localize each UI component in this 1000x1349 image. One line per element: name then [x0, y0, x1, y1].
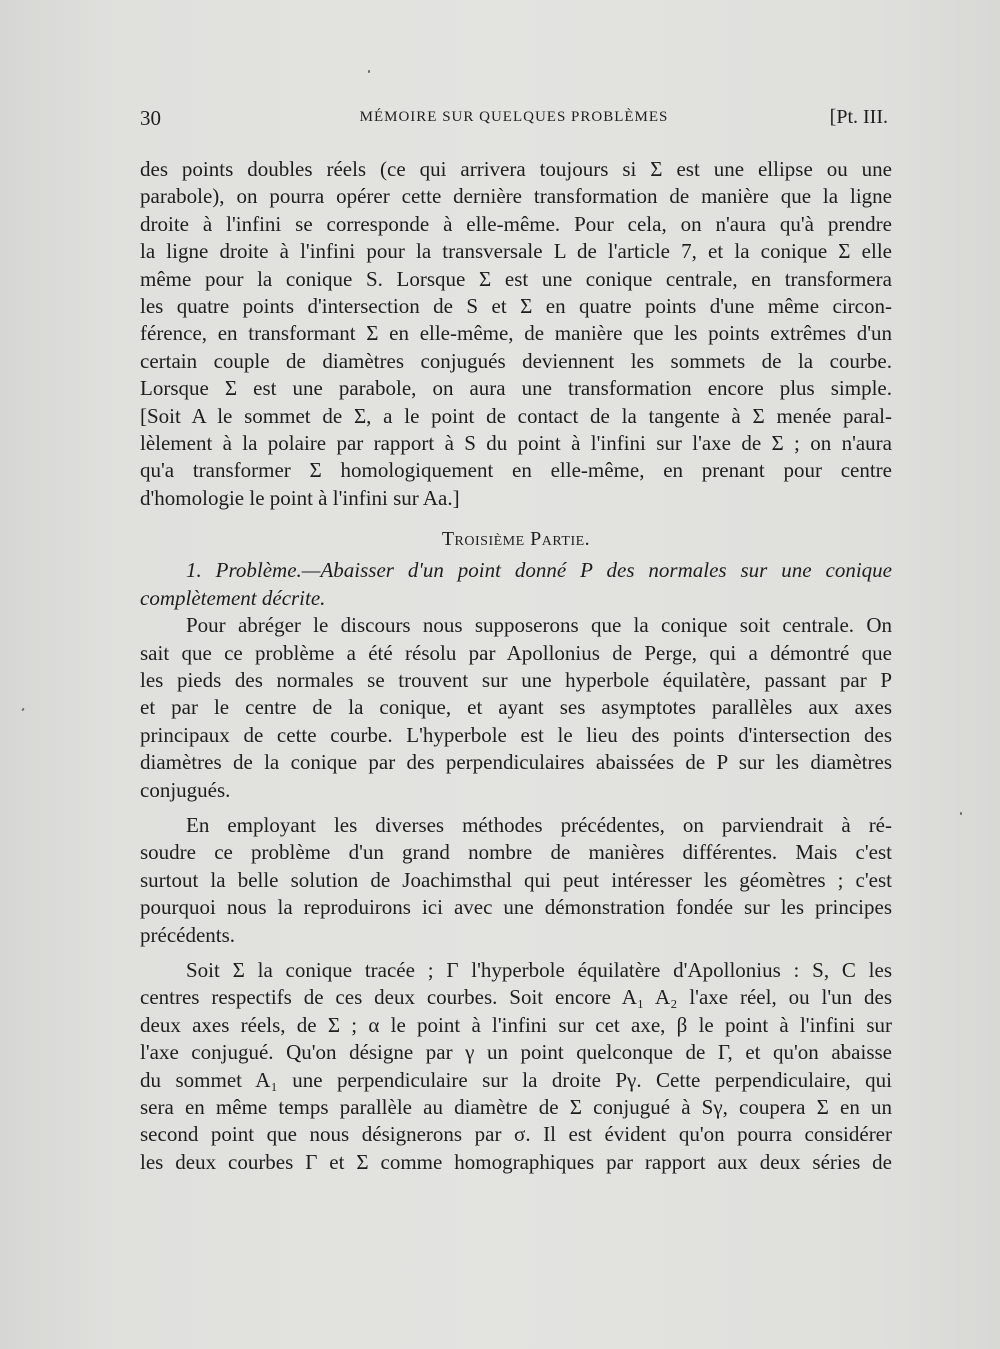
text-line: second point que nous désignerons par σ. Il est évident qu'on pourra considérer	[140, 1122, 892, 1147]
text-line: précédents.	[140, 922, 236, 947]
paragraph-continued	[140, 156, 892, 512]
text-line: 1. Problème.—Abaisser d'un point donné P des normales sur une conique	[186, 558, 892, 583]
part-marker: [Pt. III.	[829, 106, 888, 128]
text-line: diamètres de la conique par des perpendiculaires abaissées de P sur les diamètres	[140, 750, 892, 775]
text-line: lèlement à la polaire par rapport à S du point à l'infini sur l'axe de Σ ; on n'aura	[140, 430, 892, 455]
text-line: qu'a transformer Σ homologiquement en elle-même, en prenant pour centre	[140, 458, 892, 483]
text-line: conjugués.	[140, 777, 231, 802]
text-line: certain couple de diamètres conjugués deviennent les sommets de la courbe.	[140, 348, 892, 373]
text-line: sera en même temps parallèle au diamètre de Σ conjugué à Sγ, coupera Σ en un	[140, 1094, 892, 1119]
text-line: les pieds des normales se trouvent sur une hyperbole équilatère, passant par P	[140, 668, 892, 693]
text-line: soudre ce problème d'un grand nombre de manières différentes. Mais c'est	[140, 840, 892, 865]
running-head	[140, 106, 888, 134]
text-line: droite à l'infini se corresponde à elle-même. Pour cela, on n'aura qu'à prendre	[140, 211, 892, 236]
paper-speck	[960, 812, 962, 815]
text-line: complètement décrite.	[140, 585, 326, 610]
running-title: MÉMOIRE SUR QUELQUES PROBLÈMES	[359, 109, 669, 125]
text-line: des points doubles réels (ce qui arrivera toujours si Σ est une ellipse ou une	[140, 157, 892, 181]
page-number: 30	[140, 106, 161, 130]
text-line: surtout la belle solution de Joachimsthal qui peut intéresser les géomètres ; c'est	[140, 867, 892, 892]
text-line: sait que ce problème a été résolu par Apollonius de Perge, qui a démontré que	[140, 640, 892, 665]
text-line: En employant les diverses méthodes précédentes, on parviendrait à ré-	[186, 812, 892, 837]
text-line: d'homologie le point à l'infini sur Aa.]	[140, 485, 460, 510]
text-line: du sommet A₁ une perpendiculaire sur la droite Pγ. Cette perpendiculaire, qui	[140, 1067, 892, 1092]
problem-statement	[140, 557, 892, 612]
paper-speck	[368, 70, 370, 73]
text-line: Lorsque Σ est une parabole, on aura une transformation encore plus simple.	[140, 376, 892, 401]
paragraph	[140, 612, 892, 804]
text-line: Pour abréger le discours nous supposerons que la conique soit centrale. On	[186, 613, 892, 638]
text-line: parabole), on pourra opérer cette dernière transformation de manière que la ligne	[140, 184, 892, 209]
text-line: les quatre points d'intersection de S et Σ en quatre points d'une même circon-	[140, 293, 892, 318]
text-line: la ligne droite à l'infini pour la transversale L de l'article 7, et la conique Σ elle	[140, 239, 892, 264]
paper-speck	[21, 708, 24, 712]
text-line: principaux de cette courbe. L'hyperbole est le lieu des points d'intersection des	[140, 722, 892, 747]
text-line: centres respectifs de ces deux courbes. Soit encore A₁ A₂ l'axe réel, ou l'un des	[140, 985, 892, 1010]
text-line: et par le centre de la conique, et ayant ses asymptotes parallèles aux axes	[140, 695, 892, 720]
text-line: [Soit A le sommet de Σ, a le point de contact de la tangente à Σ menée paral-	[140, 403, 892, 428]
section-heading: Troisième Partie.	[441, 528, 591, 551]
text-line: férence, en transformant Σ en elle-même, de manière que les points extrêmes d'un	[140, 321, 892, 346]
text-line: les deux courbes Γ et Σ comme homographiques par rapport aux deux séries de	[140, 1149, 892, 1174]
text-line: même pour la conique S. Lorsque Σ est une conique centrale, en transformera	[140, 266, 892, 291]
paragraph	[140, 812, 892, 949]
text-line: l'axe conjugué. Qu'on désigne par γ un point quelconque de Γ, et qu'on abaisse	[140, 1040, 892, 1065]
text-line: Soit Σ la conique tracée ; Γ l'hyperbole équilatère d'Apollonius : S, C les	[186, 957, 892, 982]
text-line: pourquoi nous la reproduirons ici avec une démonstration fondée sur les principes	[140, 895, 892, 920]
text-line: deux axes réels, de Σ ; α le point à l'infini sur cet axe, β le point à l'infini sur	[140, 1012, 892, 1037]
body-text	[140, 156, 892, 1176]
paragraph	[140, 957, 892, 1176]
